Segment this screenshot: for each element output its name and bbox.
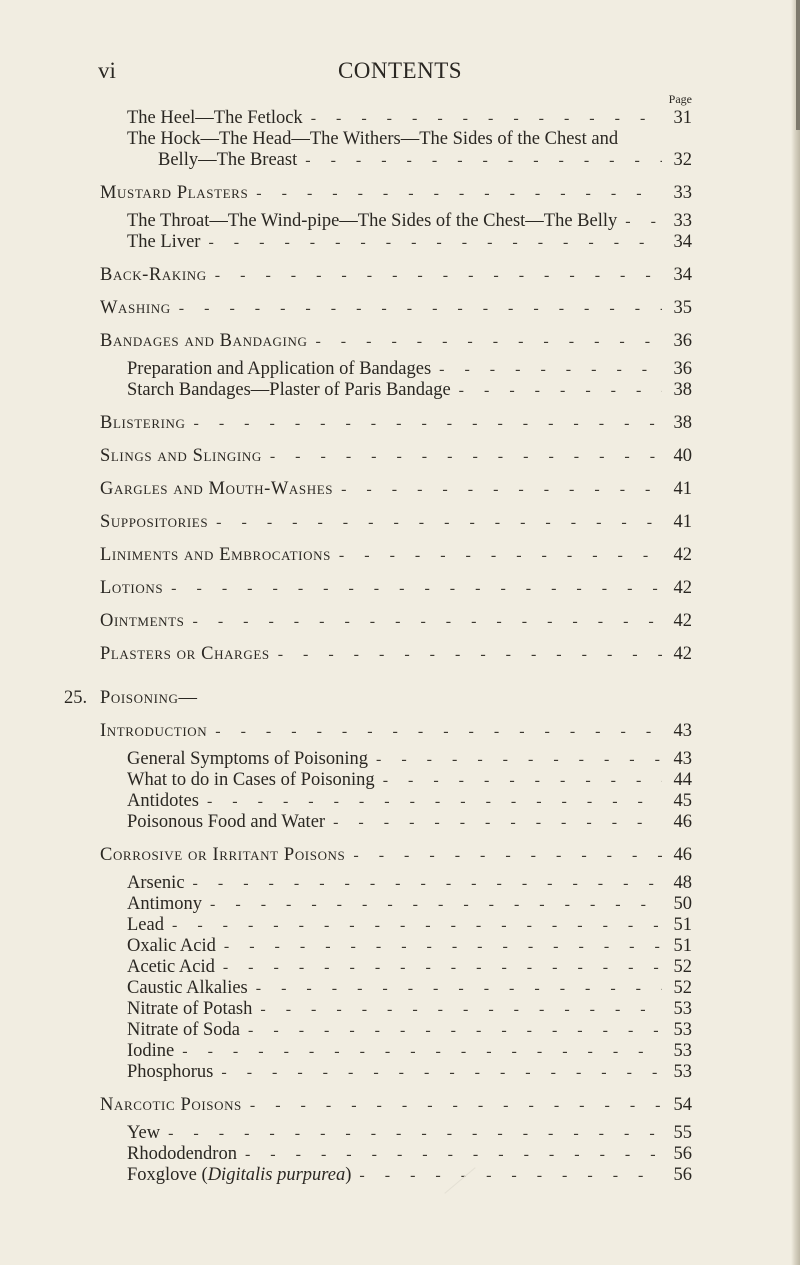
toc-entry: [100, 1020, 692, 1041]
toc-entry-title: [127, 894, 202, 915]
toc-entry: [100, 936, 692, 957]
dot-leader: [339, 545, 662, 566]
toc-entry-title: [100, 845, 345, 866]
toc-entry: [100, 957, 692, 978]
toc-entry-title: [127, 1144, 237, 1165]
toc-entry-text: Liniments and Embrocations: [100, 545, 331, 565]
toc-entry-italic: Digitalis purpurea: [207, 1165, 346, 1185]
toc-entry-text: Blistering: [100, 413, 186, 433]
toc-entry: [100, 232, 692, 253]
toc-entry-title: [100, 265, 207, 286]
dot-leader: [305, 150, 662, 171]
toc-entry: [100, 108, 692, 129]
toc-entry: [64, 688, 692, 709]
dot-leader: [168, 1123, 662, 1144]
toc-entry-text: Mustard Plasters: [100, 183, 249, 203]
toc-page-number: 52: [673, 978, 692, 998]
dot-leader: [383, 770, 662, 791]
dot-leader: [215, 265, 662, 286]
toc-entry-title: [100, 183, 248, 204]
toc-entry-title: [100, 1095, 242, 1116]
toc-entry: [100, 611, 692, 632]
toc-page-number: 42: [673, 545, 692, 565]
toc-entry-title: [127, 1165, 351, 1186]
toc-entry-text: The Heel—The Fetlock: [127, 108, 303, 128]
toc-entry-title: [100, 578, 163, 599]
toc-page-number: 35: [673, 298, 692, 318]
dot-leader: [376, 749, 662, 770]
toc-page-number: 34: [673, 232, 692, 252]
toc-entry-text: Nitrate of Potash: [127, 999, 253, 1019]
toc-entry-text: The Liver: [127, 232, 201, 252]
toc-entry-title: [100, 479, 333, 500]
toc-entry-title: [127, 108, 303, 129]
dot-leader: [250, 1095, 662, 1116]
toc-entry-title: [127, 791, 199, 812]
dot-leader: [256, 978, 662, 999]
toc-entry: [100, 298, 692, 319]
dot-leader: [223, 957, 662, 978]
dot-leader: [171, 578, 662, 599]
running-head: CONTENTS: [337, 58, 463, 83]
toc-entry-title: [100, 611, 184, 632]
toc-entry: [100, 129, 692, 150]
toc-page-number: 53: [673, 1041, 692, 1061]
toc-entry: [100, 380, 692, 401]
toc-entry-text: Lead: [127, 915, 164, 935]
toc-entry-title: [127, 359, 431, 380]
toc-entry-text: Bandages and Bandaging: [100, 331, 308, 351]
toc-entry-title: [100, 644, 270, 665]
toc-entry: [100, 749, 692, 770]
toc-entry-text: Lotions: [100, 578, 164, 598]
toc-entry-suffix: ): [345, 1165, 352, 1185]
toc-entry-title: [100, 413, 186, 434]
toc-entry-title: [127, 380, 451, 401]
toc-entry-title: [100, 446, 262, 467]
toc-entry-text: Plasters or Charges: [100, 644, 270, 664]
dot-leader: [359, 1165, 662, 1186]
toc-entry-title: [127, 999, 252, 1020]
toc-entry-text: The Throat—The Wind-pipe—The Sides of the Chest—The Belly: [127, 211, 618, 231]
toc-entry-text: The Hock—The Head—The Withers—The Sides of the Chest and: [127, 129, 619, 149]
dot-leader: [215, 721, 662, 742]
toc-page-number: 46: [673, 812, 692, 832]
toc-entry-text: General Symptoms of Poisoning: [127, 749, 369, 769]
toc-page-number: 44: [673, 770, 692, 790]
page-header: [0, 58, 800, 86]
toc-entry: [100, 978, 692, 999]
toc-page-number: 43: [673, 721, 692, 741]
toc-entry-title: [127, 1123, 160, 1144]
toc-page-number: 55: [673, 1123, 692, 1143]
toc-entry-text: Acetic Acid: [127, 957, 215, 977]
toc-entry-text: Iodine: [127, 1041, 175, 1061]
toc-page-number: 32: [673, 150, 692, 170]
toc-page-number: 36: [673, 359, 692, 379]
dot-leader: [245, 1144, 662, 1165]
toc-page-number: 41: [673, 479, 692, 499]
dot-leader: [256, 183, 662, 204]
toc-entry-text: Caustic Alkalies: [127, 978, 248, 998]
toc-entry-text: Poisonous Food and Water: [127, 812, 326, 832]
toc-entry-text: Washing: [100, 298, 171, 318]
toc-entry-text: Introduction: [100, 721, 208, 741]
toc-page-number: 45: [673, 791, 692, 811]
toc-entry: [100, 359, 692, 380]
toc-entry: [100, 512, 692, 533]
toc-entry-title: [100, 331, 307, 352]
table-of-contents: [64, 108, 692, 1186]
toc-entry: [100, 791, 692, 812]
dot-leader: [353, 845, 662, 866]
toc-entry-title: [100, 721, 207, 742]
toc-page-number: 56: [673, 1144, 692, 1164]
toc-page-number: 33: [673, 211, 692, 231]
toc-page-number: 43: [673, 749, 692, 769]
dot-leader: [270, 446, 662, 467]
toc-entry: [100, 446, 692, 467]
toc-page-number: 40: [673, 446, 692, 466]
toc-entry-text: Nitrate of Soda: [127, 1020, 241, 1040]
toc-entry-text: Yew: [127, 1123, 161, 1143]
toc-page-number: 50: [673, 894, 692, 914]
toc-entry: [100, 1041, 692, 1062]
toc-entry: [100, 1144, 692, 1165]
toc-entry: [100, 479, 692, 500]
page-number: vi: [98, 58, 116, 83]
toc-page-number: 38: [673, 380, 692, 400]
toc-entry: [100, 211, 692, 232]
dot-leader: [315, 331, 662, 352]
toc-entry-title: [127, 129, 618, 150]
dot-leader: [216, 512, 662, 533]
dot-leader: [179, 298, 662, 319]
dot-leader: [207, 791, 662, 812]
toc-entry-title: [127, 211, 617, 232]
toc-entry: [100, 894, 692, 915]
dot-leader: [248, 1020, 662, 1041]
toc-page-number: 52: [673, 957, 692, 977]
toc-entry-title: [100, 545, 331, 566]
dot-leader: [210, 894, 662, 915]
toc-entry: [100, 1062, 692, 1083]
toc-page-number: 53: [673, 1020, 692, 1040]
dot-leader: [221, 1062, 662, 1083]
toc-page-number: 36: [673, 331, 692, 351]
dot-leader: [208, 232, 662, 253]
toc-page-number: 42: [673, 611, 692, 631]
toc-entry-title: [127, 232, 200, 253]
toc-entry-title: [127, 770, 375, 791]
page-column-label: Page: [668, 92, 692, 106]
toc-entry-text: Starch Bandages—Plaster of Paris Bandage: [127, 380, 451, 400]
toc-entry-text: Antimony: [127, 894, 203, 914]
toc-page-number: 56: [673, 1165, 692, 1185]
page-edge-shadow: [791, 0, 800, 1265]
dot-leader: [311, 108, 662, 129]
toc-entry: [100, 545, 692, 566]
dot-leader: [333, 812, 662, 833]
toc-entry-text: Oxalic Acid: [127, 936, 216, 956]
toc-entry-text: Gargles and Mouth-Washes: [100, 479, 334, 499]
toc-entry-text: What to do in Cases of Poisoning: [127, 770, 375, 790]
toc-entry-title: [100, 298, 171, 319]
toc-entry-text: Back-Raking: [100, 265, 207, 285]
toc-entry-text: Rhododendron: [127, 1144, 237, 1164]
toc-entry: [100, 1165, 692, 1186]
dot-leader: [172, 915, 662, 936]
dot-leader: [224, 936, 662, 957]
toc-entry-title: [127, 1062, 213, 1083]
dot-leader: [625, 211, 662, 232]
toc-entry: [100, 1123, 692, 1144]
dot-leader: [192, 611, 662, 632]
toc-entry: [100, 331, 692, 352]
toc-page-number: 38: [673, 413, 692, 433]
toc-page-number: 42: [673, 644, 692, 664]
dot-leader: [341, 479, 662, 500]
toc-page-number: 53: [673, 999, 692, 1019]
toc-entry-text: Preparation and Application of Bandages: [127, 359, 432, 379]
toc-entry-text: Slings and Slinging: [100, 446, 262, 466]
toc-entry: [100, 265, 692, 286]
toc-entry-title: [100, 688, 198, 709]
toc-entry: [100, 873, 692, 894]
dot-leader: [260, 999, 662, 1020]
toc-page-number: 54: [673, 1095, 692, 1115]
toc-page-number: 48: [673, 873, 692, 893]
toc-entry: [100, 1095, 692, 1116]
toc-entry-title: [127, 873, 185, 894]
toc-entry-text: Suppositories: [100, 512, 209, 532]
toc-page-number: 51: [673, 915, 692, 935]
toc-entry: [100, 845, 692, 866]
toc-entry-text: Foxglove (: [127, 1165, 208, 1185]
toc-entry-title: [127, 915, 164, 936]
toc-page-number: 53: [673, 1062, 692, 1082]
toc-entry-title: [127, 812, 325, 833]
toc-entry-text: Narcotic Poisons: [100, 1095, 242, 1115]
toc-entry: [100, 770, 692, 791]
toc-entry-title: [100, 512, 208, 533]
toc-entry-title: [127, 1041, 174, 1062]
toc-page-number: 41: [673, 512, 692, 532]
dot-leader: [459, 380, 662, 401]
toc-page-number: 46: [673, 845, 692, 865]
chapter-number: 25.: [64, 688, 88, 708]
toc-entry: [100, 812, 692, 833]
toc-entry-title: [127, 978, 248, 999]
toc-entry: [100, 183, 692, 204]
toc-entry-text: Phosphorus: [127, 1062, 214, 1082]
dot-leader: [182, 1041, 662, 1062]
toc-entry-title: [127, 749, 368, 770]
toc-entry-text: Arsenic: [127, 873, 185, 893]
toc-entry: [100, 721, 692, 742]
toc-entry: [100, 578, 692, 599]
toc-entry: [100, 413, 692, 434]
toc-entry-title: [158, 150, 297, 171]
toc-page-number: 51: [673, 936, 692, 956]
dot-leader: [278, 644, 662, 665]
toc-page-number: 31: [673, 108, 692, 128]
dot-leader: [194, 413, 663, 434]
toc-entry-text: Poisoning—: [100, 688, 198, 708]
toc-entry-title: [127, 936, 216, 957]
toc-entry-text: Corrosive or Irritant Poisons: [100, 845, 346, 865]
toc-entry-text: Antidotes: [127, 791, 199, 811]
toc-page-number: 33: [673, 183, 692, 203]
toc-entry-text: Ointments: [100, 611, 185, 631]
toc-entry-title: [127, 1020, 240, 1041]
dot-leader: [439, 359, 662, 380]
toc-entry-title: [127, 957, 215, 978]
toc-page-number: 42: [673, 578, 692, 598]
toc-entry: [100, 915, 692, 936]
toc-entry: [100, 150, 692, 171]
dot-leader: [193, 873, 662, 894]
toc-page-number: 34: [673, 265, 692, 285]
toc-entry: [100, 644, 692, 665]
toc-entry-text: Belly—The Breast: [158, 150, 298, 170]
toc-entry: [100, 999, 692, 1020]
